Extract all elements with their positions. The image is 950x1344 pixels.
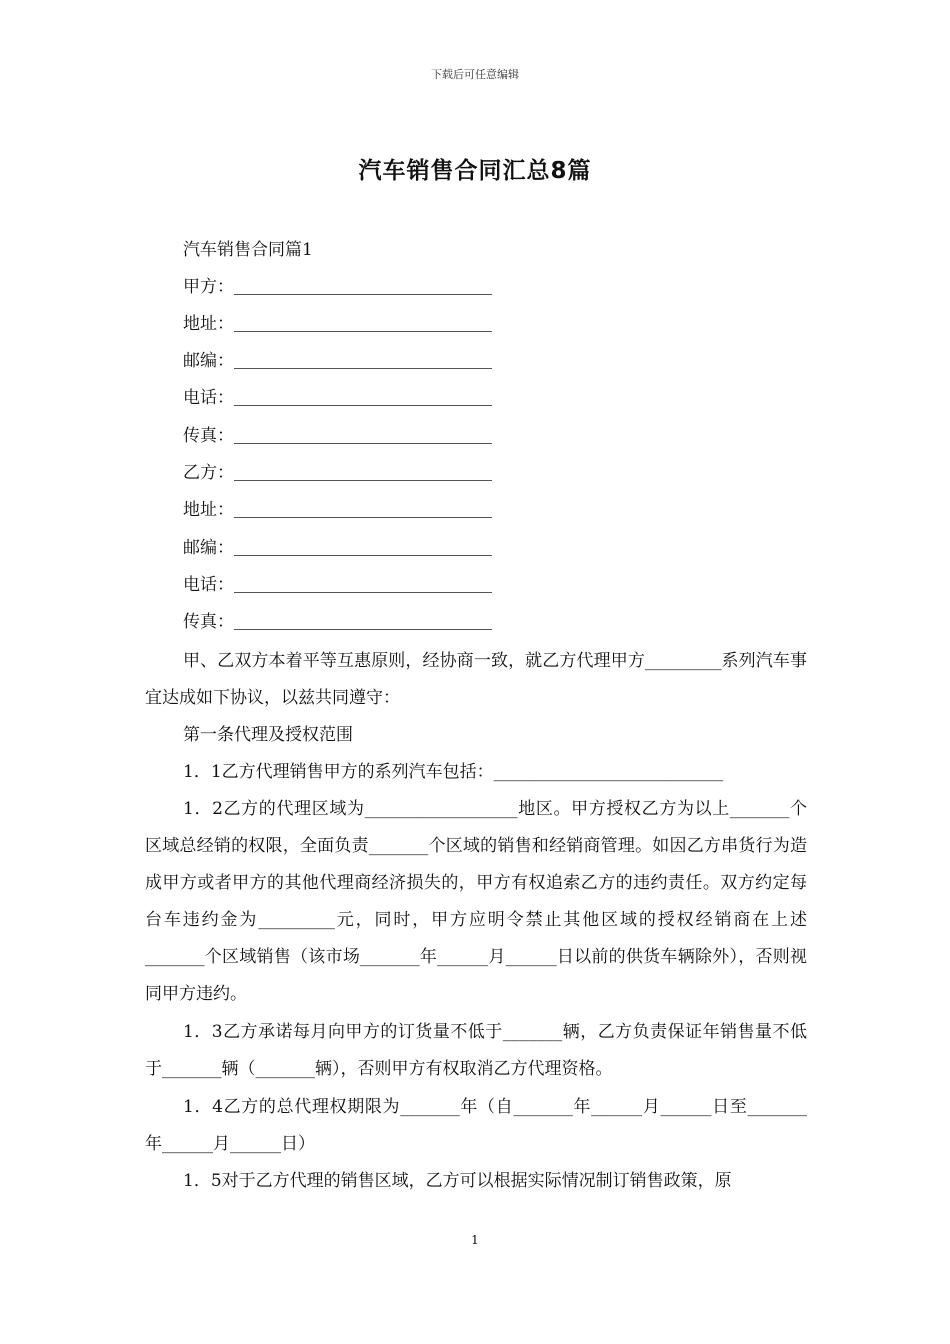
section-heading: 汽车销售合同篇1 [183, 240, 313, 260]
party-b-field [183, 461, 492, 485]
field-label: 邮编： [183, 538, 234, 558]
blank-line [234, 574, 492, 593]
field-label: 地址： [183, 500, 234, 520]
blank-line [234, 387, 492, 406]
field-label: 电话： [183, 388, 234, 408]
party-a-postcode-field [183, 349, 492, 373]
blank-line [234, 425, 492, 444]
party-a-address-field [183, 312, 492, 336]
party-b-phone-field [183, 573, 492, 597]
party-a-fax-field [183, 424, 492, 448]
blank-line [234, 499, 492, 518]
blank-line [234, 350, 492, 369]
field-label: 传真： [183, 612, 234, 632]
blank-line [234, 276, 492, 295]
party-a-phone-field [183, 386, 492, 410]
clause-1-5: 1．5对于乙方代理的销售区域，乙方可以根据实际情况制订销售政策，原 [183, 1171, 732, 1191]
field-label: 传真： [183, 426, 234, 446]
page-header: 下载后可任意编辑 [431, 68, 519, 81]
field-label: 邮编： [183, 351, 234, 371]
field-label: 甲方： [183, 277, 234, 297]
page-number: 1 [471, 1233, 479, 1247]
field-label: 乙方： [183, 463, 234, 483]
article-1-title: 第一条代理及授权范围 [183, 725, 353, 745]
blank-line [234, 462, 492, 481]
blank-line [234, 537, 492, 556]
clause-1-3: 1．3乙方承诺每月向甲方的订货量不低于_______辆，乙方负责保证年销售量不低于_______辆（_______辆），否则甲方有权取消乙方代理资格。 [145, 1022, 807, 1079]
field-label: 电话： [183, 575, 234, 595]
party-a-field [183, 275, 492, 299]
clause-1-1: 1．1乙方代理销售甲方的系列汽车包括：___________________________ [183, 762, 724, 782]
party-b-address-field [183, 498, 492, 522]
clause-1-2: 1．2乙方的代理区域为__________________地区。甲方授权乙方为以上_______个区域总经销的权限，全面负责_______个区域的销售和经销商管理。如因乙方串货行为造成甲方或者甲方的其他代理商经济损失的，甲方有权追索乙方的违约责任。双方约定每台车违约金为_________元，同时，甲方应明令禁止其他区域的授权经销商在上述_______个区域销售（该市场_______年______月______日以前的供货车辆除外），否则视同甲方违约。 [145, 799, 807, 1004]
blank-line [234, 611, 492, 630]
intro-paragraph: 甲、乙双方本着平等互惠原则，经协商一致，就乙方代理甲方_________系列汽车事宜达成如下协议，以兹共同遵守： [145, 651, 807, 708]
party-b-fax-field [183, 610, 492, 634]
field-label: 地址： [183, 314, 234, 334]
blank-line [234, 313, 492, 332]
clause-1-4: 1．4乙方的总代理权期限为_______年（自_______年______月______日至_______年______月______日） [145, 1097, 807, 1154]
document-title: 汽车销售合同汇总8篇 [358, 158, 592, 184]
party-b-postcode-field [183, 536, 492, 560]
